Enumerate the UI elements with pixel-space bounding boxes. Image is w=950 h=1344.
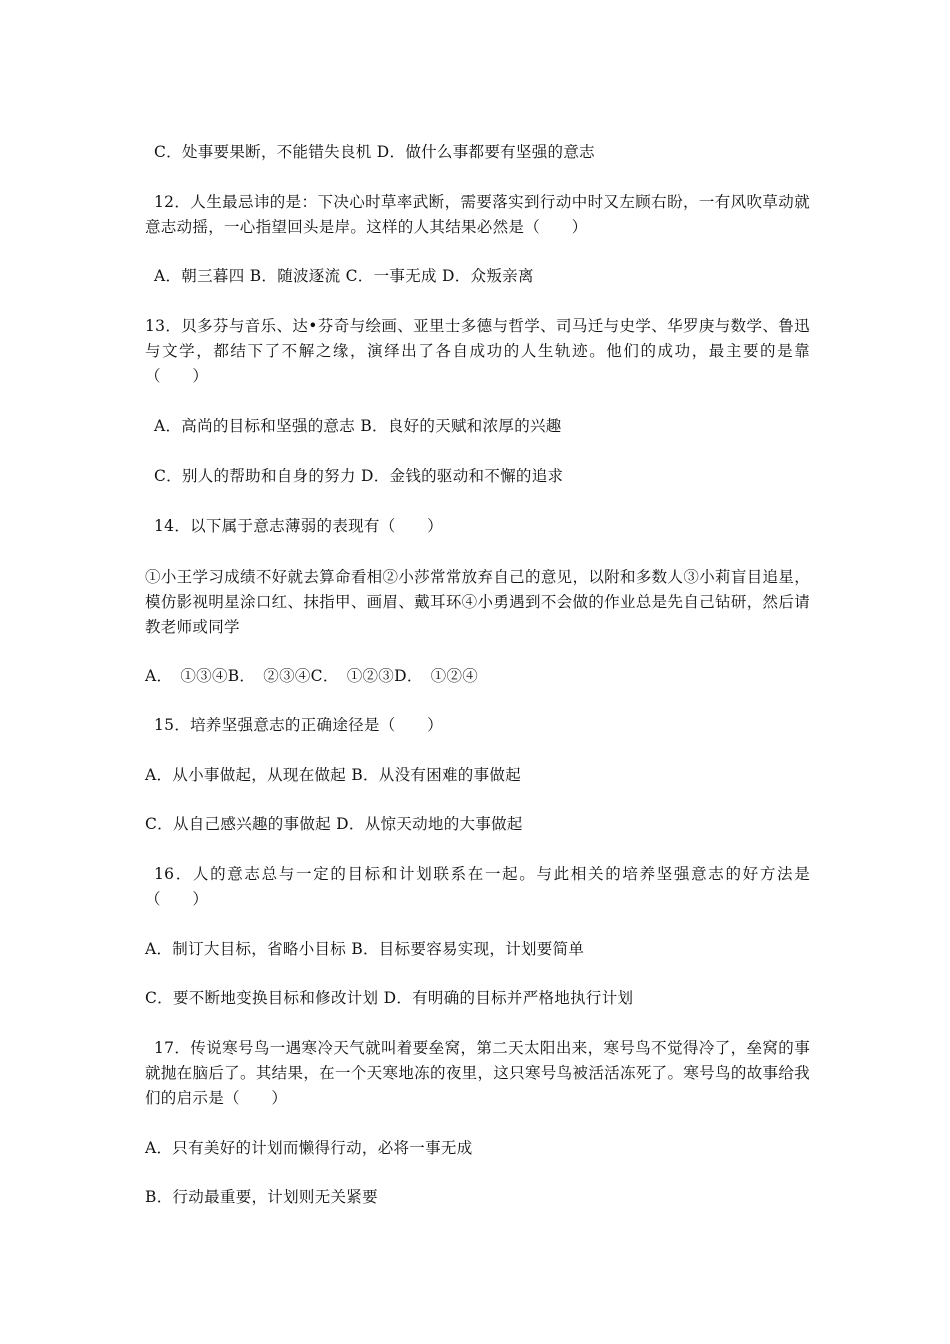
q13-options-cd: C．别人的帮助和自身的努力 D．金钱的驱动和不懈的追求 bbox=[154, 467, 564, 485]
q15-options-cd: C．从自己感兴趣的事做起 D．从惊天动地的大事做起 bbox=[145, 815, 523, 833]
q16-options-cd: C．要不断地变换目标和修改计划 D．有明确的目标并严格地执行计划 bbox=[145, 989, 634, 1007]
q14-question: 14．以下属于意志薄弱的表现有（ ） bbox=[154, 517, 443, 535]
q11-options-cd: C．处事要果断，不能错失良机 D．做什么事都要有坚强的意志 bbox=[154, 143, 595, 161]
q17-option-a: A．只有美好的计划而懒得行动，必将一事无成 bbox=[145, 1139, 473, 1157]
q15-question: 15．培养坚强意志的正确途径是（ ） bbox=[154, 716, 443, 734]
q16-options-ab: A．制订大目标，省略小目标 B．目标要容易实现，计划要简单 bbox=[145, 940, 585, 958]
q13-question: 13．贝多芬与音乐、达•芬奇与绘画、亚里士多德与哲学、司马迁与史学、华罗庚与数学、鲁迅与文学，都结下了不解之缘，演绎出了各自成功的人生轨迹。他们的成功，最主要的是靠（ ） bbox=[145, 317, 810, 385]
q12-question: 12．人生最忌讳的是：下决心时草率武断，需要落实到行动中时又左顾右盼，一有风吹草动就意志动摇，一心指望回头是岸。这样的人其结果必然是（ ） bbox=[145, 193, 810, 236]
q17-option-b: B．行动最重要，计划则无关紧要 bbox=[145, 1188, 378, 1206]
q13-options-ab: A．高尚的目标和坚强的意志 B．良好的天赋和浓厚的兴趣 bbox=[154, 417, 562, 435]
q17-question: 17．传说寒号鸟一遇寒冷天气就叫着要垒窝，第二天太阳出来，寒号鸟不觉得冷了，垒窝的事就抛在脑后了。其结果，在一个天寒地冻的夜里，这只寒号鸟被活活冻死了。寒号鸟的故事给我们的启示是（ ） bbox=[145, 1039, 810, 1107]
q15-options-ab: A．从小事做起，从现在做起 B．从没有困难的事做起 bbox=[145, 766, 522, 784]
q16-question: 16．人的意志总与一定的目标和计划联系在一起。与此相关的培养坚强意志的好方法是（ ） bbox=[145, 865, 810, 908]
q12-options: A．朝三暮四 B．随波逐流 C．一事无成 D．众叛亲离 bbox=[154, 267, 534, 285]
q14-statements: ①小王学习成绩不好就去算命看相②小莎常常放弃自己的意见，以附和多数人③小莉盲目追星，模仿影视明星涂口红、抹指甲、画眉、戴耳环④小勇遇到不会做的作业总是先自己钻研，然后请教老师或同学 bbox=[145, 568, 810, 636]
q14-options: A． ①③④B． ②③④C． ①②③D． ①②④ bbox=[145, 667, 479, 685]
